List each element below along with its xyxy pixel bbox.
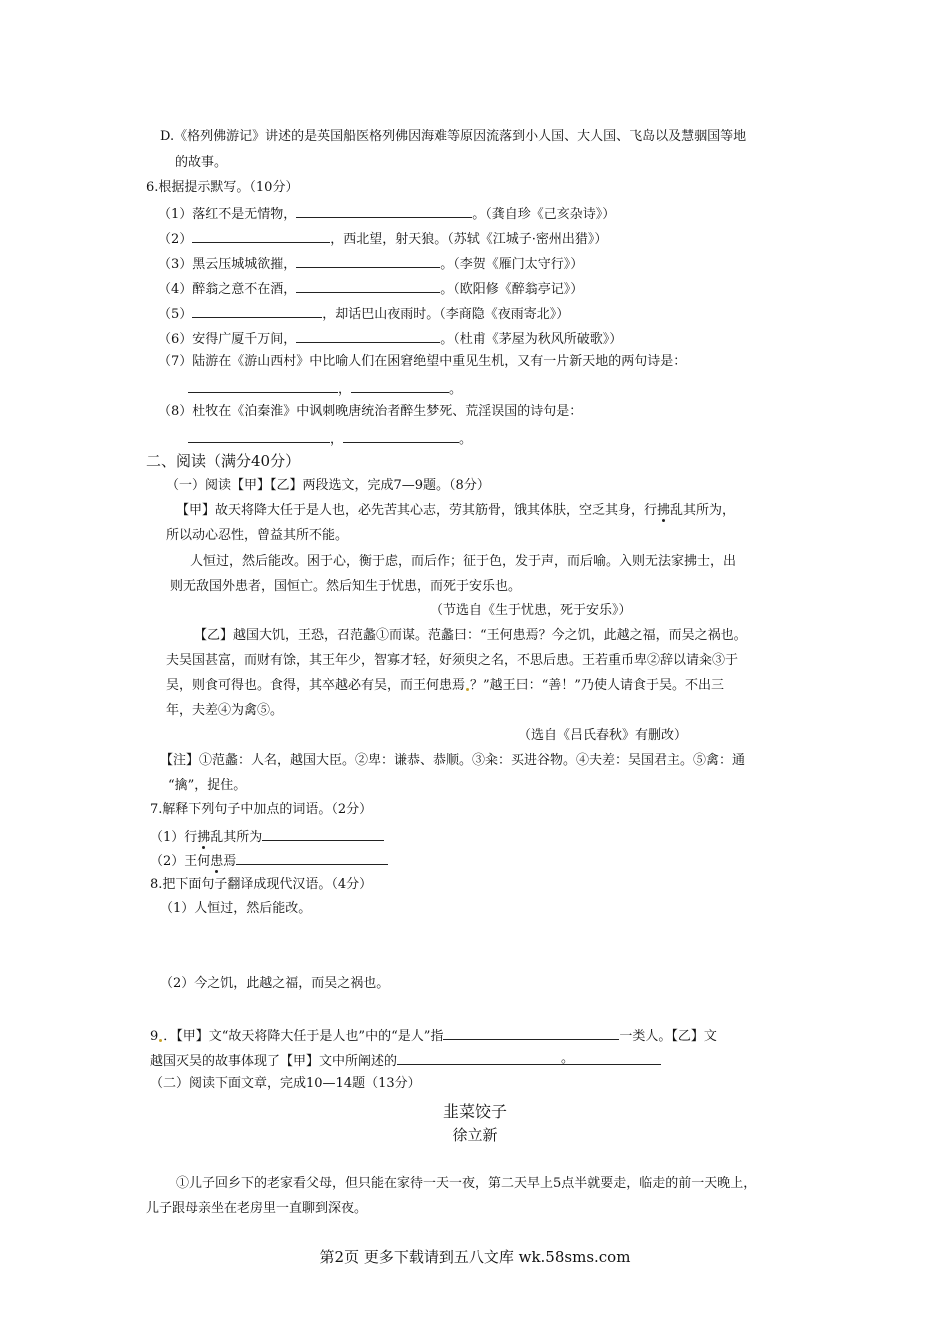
answer-blank[interactable] bbox=[443, 1025, 619, 1040]
note-line1: 【注】①范蠡：人名，越国大臣。②卑：谦恭、恭顺。③籴：买进谷物。④夫差：吴国君主。⑤禽：通 bbox=[160, 753, 746, 768]
note-line2: “擒”，捉住。 bbox=[168, 778, 247, 793]
q6-item-7-blanks: ， 。 bbox=[188, 378, 462, 399]
jia-source: （节选自《生于忧患，死于安乐》） bbox=[430, 603, 632, 618]
part2-intro: （二）阅读下面文章，完成10—14题（13分） bbox=[150, 1076, 421, 1091]
answer-blank[interactable] bbox=[262, 826, 384, 841]
q6-item-2: （2） ，西北望，射天狼。（苏轼《江城子·密州出猎》） bbox=[158, 228, 607, 249]
q9-line1: 9 ．【甲】文“故天将降大任于是人也”中的“是人”指 一类人。【乙】文 bbox=[150, 1025, 717, 1046]
q6-item-7: （7）陆游在《游山西村》中比喻人们在困窘绝望中重见生机，又有一片新天地的两句诗是： bbox=[158, 354, 687, 369]
q8-heading: 8.把下面句子翻译成现代汉语。（4分） bbox=[150, 877, 373, 892]
answer-blank[interactable] bbox=[296, 328, 440, 343]
jia-paragraph2-line1: 人恒过，然后能改。困于心，衡于虑，而后作；征于色，发于声，而后喻。入则无法家拂士，出 bbox=[190, 554, 737, 569]
answer-blank[interactable] bbox=[192, 303, 322, 318]
yi-line1: 【乙】越国大饥，王恐，召范蠡①而谋。范蠡曰：“王何患焉？今之饥，此越之福，而吴之祸也。 bbox=[194, 628, 747, 643]
answer-blank[interactable] bbox=[343, 428, 459, 443]
answer-blank[interactable] bbox=[351, 378, 449, 393]
answer-blank[interactable] bbox=[188, 428, 330, 443]
yi-line3: 吴，则食可得也。食得，其卒越必有吴，而王何患焉 ？”越王曰：“善！”乃使人请食于吴。不出三 bbox=[166, 678, 724, 693]
article-paragraph1-line1: ①儿子回乡下的老家看父母，但只能在家待一天一夜，第二天早上5点半就要走，临走的前一天晚上， bbox=[176, 1176, 757, 1191]
q5-option-d-line1: D.《格列佛游记》讲述的是英国船医格列佛因海难等原因流落到小人国、大人国、飞岛以及慧骃国等地 bbox=[160, 129, 747, 144]
article-title: 韭菜饺子 bbox=[442, 1102, 507, 1121]
answer-blank[interactable] bbox=[192, 228, 330, 243]
jia-paragraph1-line1: 【甲】故天将降大任于是人也，必先苦其心志，劳其筋骨，饿其体肤，空乏其身，行拂乱其所为， bbox=[176, 503, 736, 518]
q6-heading: 6.根据提示默写。（10分） bbox=[146, 180, 299, 195]
answer-blank[interactable] bbox=[296, 278, 440, 293]
q7-item-1: （1）行拂乱其所为 bbox=[150, 826, 384, 847]
q5-option-d-line2: 的故事。 bbox=[175, 155, 228, 170]
q9-line2: 越国灭吴的故事体现了【甲】文中所阐述的 。 bbox=[150, 1050, 661, 1071]
q7-item-2: （2）王何患焉 bbox=[150, 850, 388, 871]
q6-item-8: （8）杜牧在《泊秦淮》中讽刺晚唐统治者醉生梦死、荒淫误国的诗句是： bbox=[158, 404, 583, 419]
jia-paragraph1-line2: 所以动心忍性，曾益其所不能。 bbox=[166, 528, 349, 543]
answer-blank[interactable]: 。 bbox=[397, 1050, 661, 1065]
q6-item-6: （6）安得广厦千万间， 。（杜甫《茅屋为秋风所破歌》） bbox=[158, 328, 622, 349]
q8-item-2: （2）今之饥，此越之福，而吴之祸也。 bbox=[160, 976, 390, 991]
q6-item-8-blanks: ， 。 bbox=[188, 428, 472, 449]
q8-item-1: （1）人恒过，然后能改。 bbox=[160, 901, 312, 916]
q6-item-5: （5） ，却话巴山夜雨时。（李商隐《夜雨寄北》） bbox=[158, 303, 569, 324]
yi-source: （选自《吕氏春秋》有删改） bbox=[518, 728, 688, 743]
q6-item-3: （3）黑云压城城欲摧， 。（李贺《雁门太守行》） bbox=[158, 253, 583, 274]
yi-line4: 年，夫差④为禽⑤。 bbox=[166, 703, 284, 718]
q7-heading: 7.解释下列句子中加点的词语。（2分） bbox=[150, 802, 373, 817]
part1-intro: （一）阅读【甲】【乙】两段选文，完成7—9题。（8分） bbox=[166, 478, 490, 493]
answer-blank[interactable] bbox=[188, 378, 338, 393]
q6-item-4: （4）醉翁之意不在酒， 。（欧阳修《醉翁亭记》） bbox=[158, 278, 583, 299]
article-author: 徐立新 bbox=[452, 1126, 498, 1144]
page-footer: 第2页 更多下载请到五八文库 wk.58sms.com bbox=[319, 1248, 631, 1266]
answer-blank[interactable] bbox=[296, 253, 440, 268]
q6-item-1: （1）落红不是无情物， 。（龚自珍《己亥杂诗》） bbox=[158, 203, 615, 224]
jia-paragraph2-line2: 则无敌国外患者，国恒亡。然后知生于忧患，而死于安乐也。 bbox=[170, 579, 522, 594]
article-paragraph1-line2: 儿子跟母亲坐在老房里一直聊到深夜。 bbox=[146, 1201, 368, 1216]
section2-heading: 二、阅读（满分40分） bbox=[146, 452, 301, 470]
answer-blank[interactable] bbox=[236, 850, 388, 865]
yi-line2: 夫吴国甚富，而财有馀，其王年少，智寡才轻，好须臾之名，不思后患。王若重币卑②辞以请籴③于 bbox=[166, 653, 739, 668]
answer-blank[interactable] bbox=[296, 203, 472, 218]
